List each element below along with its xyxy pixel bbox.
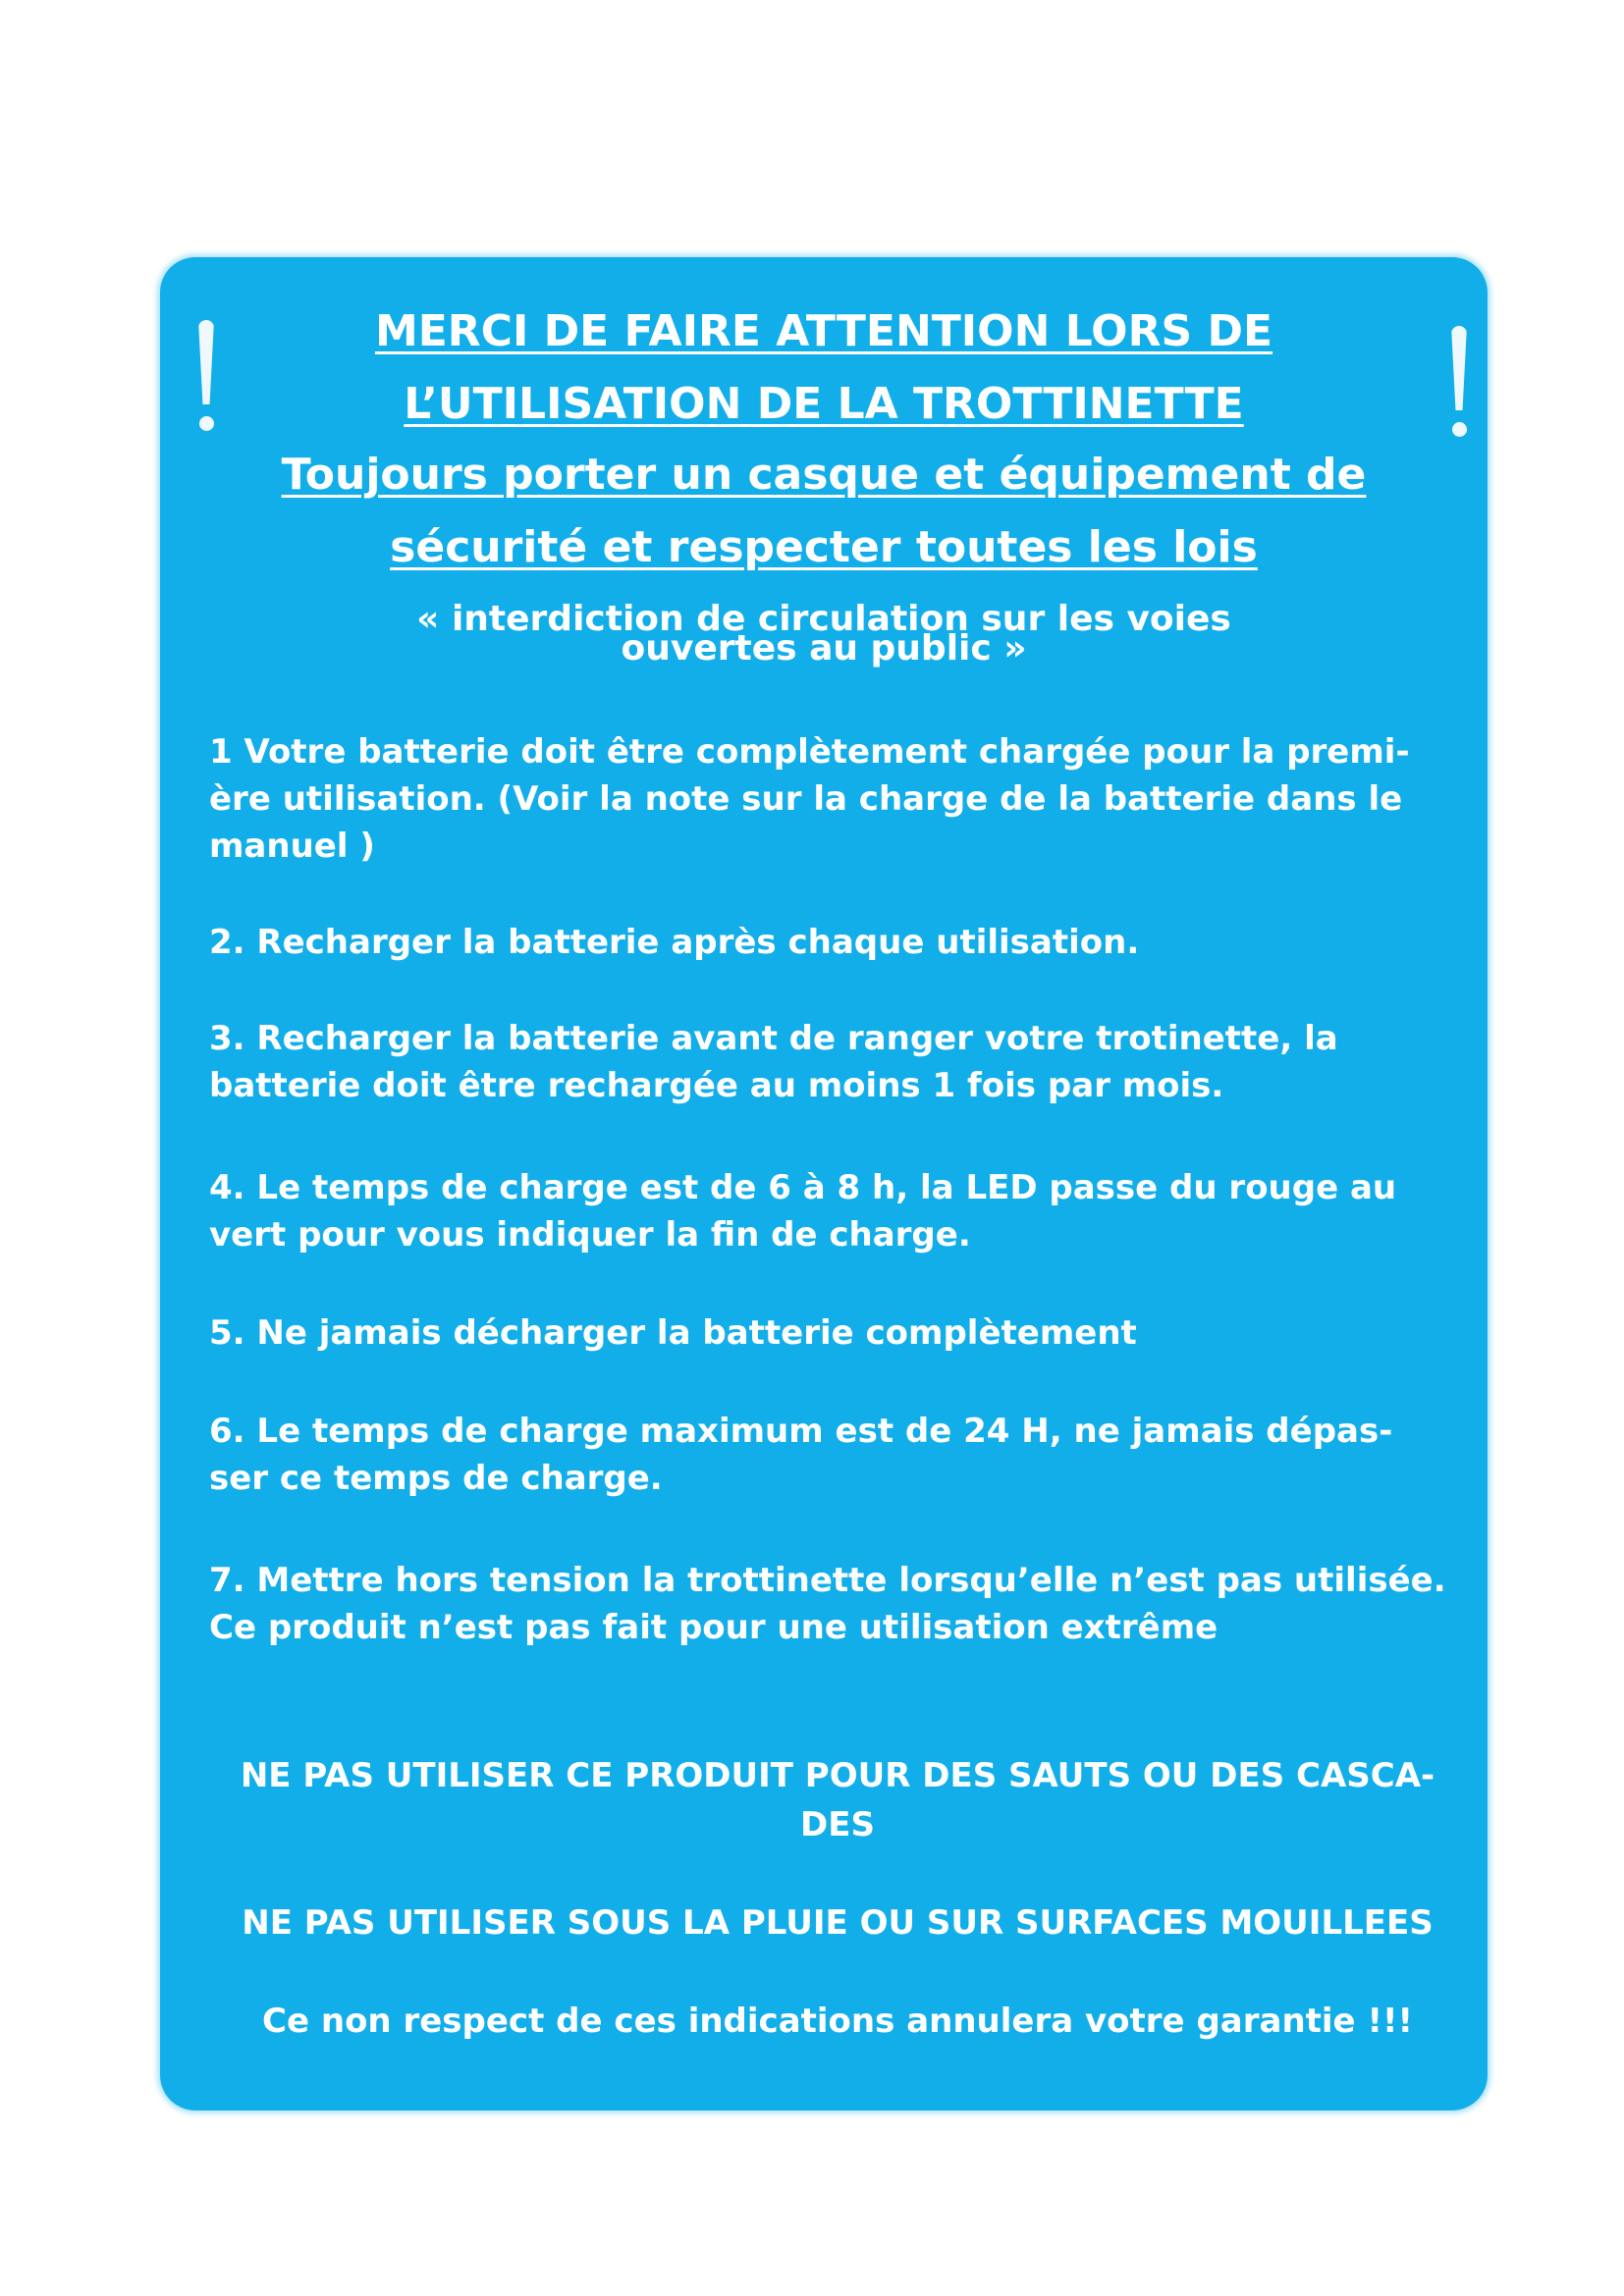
warning-jumps-line-2: DES [800,1805,875,1844]
rule-5 [209,1309,1456,1357]
notice-line-2: ouvertes au public » [621,628,1027,668]
rule-6-line-2: ser ce temps de charge. [209,1459,663,1498]
rule-1-line-1: 1 Votre batterie doit être complètement chargée pour la premi- [209,732,1410,772]
rule-2-line-1: 2. Recharger la batterie après chaque utilisation. [209,923,1140,962]
heading-line-4: sécurité et respecter toutes les lois [390,522,1258,572]
rule-6 [209,1408,1456,1502]
rule-5-line-1: 5. Ne jamais décharger la batterie complètement [209,1313,1137,1353]
rule-6-line-1: 6. Le temps de charge maximum est de 24 H, ne jamais dépas- [209,1412,1393,1451]
heading-line-1: MERCI DE FAIRE ATTENTION LORS DE [374,306,1273,356]
rule-3-line-2: batterie doit être rechargée au moins 1 fois par mois. [209,1066,1224,1105]
heading-line-3: Toujours porter un casque et équipement de [281,450,1367,500]
rule-7-line-1: 7. Mettre hors tension la trottinette lorsqu’elle n’est pas utilisée. [209,1561,1446,1600]
safety-notice-panel [160,257,1488,2110]
rule-3 [209,1015,1456,1109]
rule-1-line-2: ère utilisation. (Voir la note sur la charge de la batterie dans le [209,779,1403,819]
rule-1-line-3: manuel ) [209,827,375,866]
rule-4-line-2: vert pour vous indiquer la fin de charge. [209,1215,971,1255]
rule-4 [209,1164,1456,1258]
warning-rain: NE PAS UTILISER SOUS LA PLUIE OU SUR SURFACES MOUILLEES [242,1903,1434,1943]
warning-jumps [219,1751,1456,1849]
warning-warranty: Ce non respect de ces indications annulera votre garantie !!! [262,2002,1413,2041]
heading-line-2: L’UTILISATION DE LA TROTTINETTE [404,379,1244,429]
rule-2 [209,919,1456,966]
rule-4-line-1: 4. Le temps de charge est de 6 à 8 h, la LED passe du rouge au [209,1168,1397,1207]
rule-7 [209,1557,1456,1651]
warning-jumps-line-1: NE PAS UTILISER CE PRODUIT POUR DES SAUTS OU DES CASCA- [240,1756,1435,1795]
rule-1 [209,728,1456,870]
notice-line-1: « interdiction de circulation sur les voies [416,599,1231,639]
rule-7-line-2: Ce produit n’est pas fait pour une utilisation extrême [209,1608,1218,1647]
rule-3-line-1: 3. Recharger la batterie avant de ranger votre trotinette, la [209,1019,1338,1058]
